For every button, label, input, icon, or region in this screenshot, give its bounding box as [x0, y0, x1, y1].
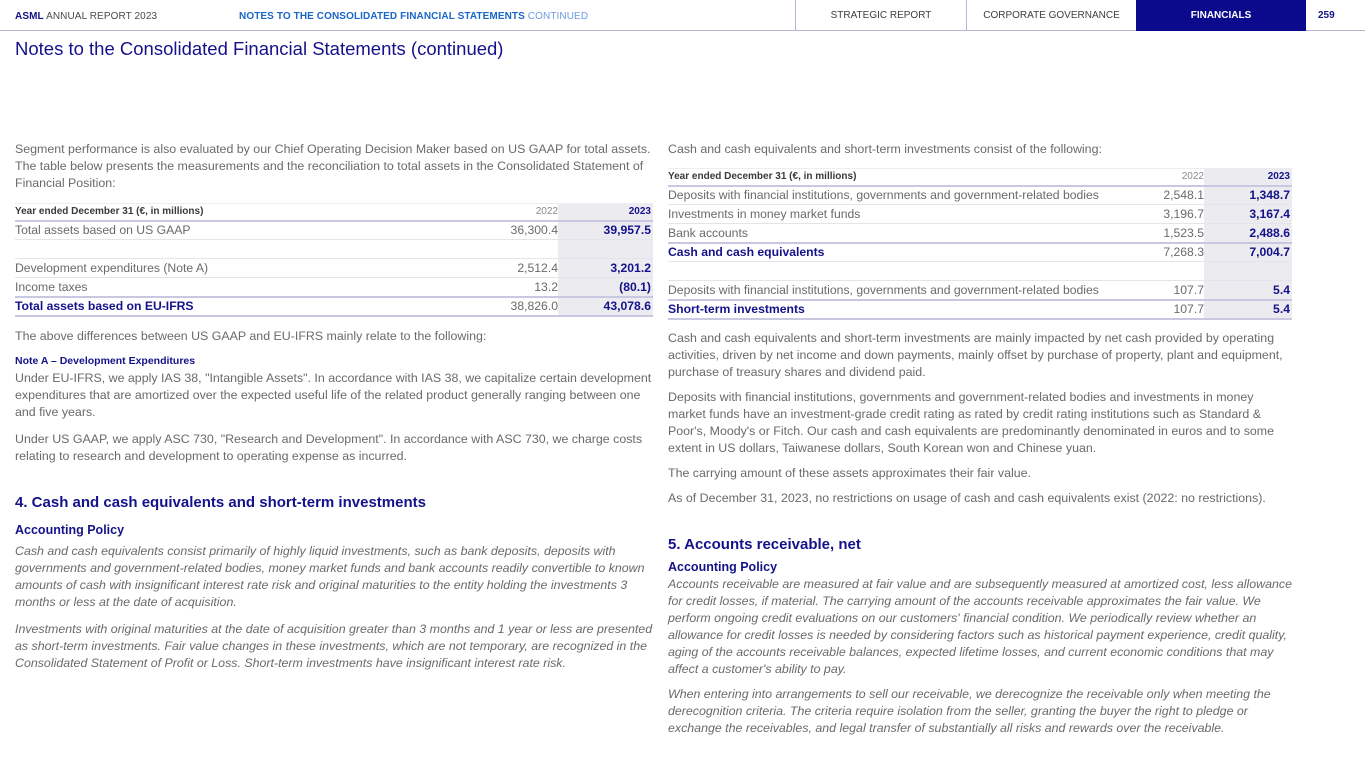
left-column — [15, 141, 653, 672]
tab-corporate-governance[interactable]: CORPORATE GOVERNANCE — [966, 0, 1136, 31]
value-2023: 3,201.2 — [558, 259, 653, 278]
value-2022 — [468, 240, 558, 259]
row-label: Total assets based on EU-IFRS — [15, 297, 468, 316]
row-label: Total assets based on US GAAP — [15, 221, 468, 240]
value-2023: 1,348.7 — [1204, 186, 1292, 205]
row-label: Cash and cash equivalents — [668, 243, 1114, 262]
value-2022 — [1114, 262, 1204, 281]
row-label: Deposits with financial institutions, governments and government-related bodies — [668, 186, 1114, 205]
cash-equivalents-table — [668, 168, 1292, 320]
value-2022: 36,300.4 — [468, 221, 558, 240]
section-5-paragraph-1: Accounts receivable are measured at fair value and are subsequently measured at amortized cost, less allowance for credit losses, if material. The carrying amount of the accounts receivable approximates the fair value. We perform ongoing credit evaluations on our customers' financial condition. We periodically review whether an allowance for credit losses is needed by considering factors such as historical payment experience, credit quality, aging of the accounts receivable balances, expected lifetime losses, and current economic conditions that may affect a customer's ability to pay. — [668, 576, 1292, 676]
row-label: Bank accounts — [668, 224, 1114, 243]
tab-financials[interactable]: FINANCIALS — [1136, 0, 1306, 31]
table-row — [15, 221, 653, 240]
note-a-paragraph-2: Under US GAAP, we apply ASC 730, "Research and Development". In accordance with ASC 730, we charge costs relating to research and development to operating expense as incurred. — [15, 431, 643, 463]
value-2022: 107.7 — [1114, 281, 1204, 300]
section-5-paragraph-2: When entering into arrangements to sell our receivable, we derecognize the receivable only when meeting the derecognition criteria. The criteria require isolation from the seller, granting the buyer the right to pledge or exchange the receivables, and legal transfer of substantially all risks and rewards over the receivable. — [668, 686, 1271, 735]
value-2022: 3,196.7 — [1114, 205, 1204, 224]
section-5-policy-heading: Accounting Policy — [668, 559, 778, 574]
row-label — [668, 262, 1114, 281]
value-2022: 2,512.4 — [468, 259, 558, 278]
value-2022: 13.2 — [468, 278, 558, 297]
header-2022: 2022 — [1114, 169, 1204, 186]
value-2022: 2,548.1 — [1114, 186, 1204, 205]
page-title: Notes to the Consolidated Financial Statements (continued) — [15, 38, 504, 59]
value-2023: (80.1) — [558, 278, 653, 297]
cash-intro: Cash and cash equivalents and short-term investments consist of the following: — [668, 142, 1102, 156]
table-row — [15, 278, 653, 297]
section-breadcrumb[interactable] — [239, 11, 588, 22]
total-row — [668, 300, 1292, 319]
cash-paragraph-4: As of December 31, 2023, no restrictions on usage of cash and cash equivalents exist (2022: no restrictions). — [668, 490, 1266, 505]
note-a-heading: Note A – Development Expenditures — [15, 354, 196, 367]
value-2023: 5.4 — [1204, 300, 1292, 319]
note-a-paragraph-1: Under EU-IFRS, we apply IAS 38, "Intangible Assets". In accordance with IAS 38, we capitalize certain development expenditures that are amortized over the expected useful life of the related product generally ranging between one and five years. — [15, 370, 652, 419]
report-name: ANNUAL REPORT 2023 — [46, 11, 158, 22]
section-5-heading: 5. Accounts receivable, net — [668, 535, 861, 553]
header-2023: 2023 — [558, 204, 653, 221]
total-assets-reconciliation-table — [15, 203, 653, 317]
section-4-policy-heading: Accounting Policy — [15, 522, 125, 537]
spacer-row — [668, 262, 1292, 281]
top-bar — [0, 0, 1365, 31]
section-4-heading: 4. Cash and cash equivalents and short-term investments — [15, 493, 426, 511]
report-label[interactable] — [15, 11, 157, 22]
cash-paragraph-3: The carrying amount of these assets approximates their fair value. — [668, 465, 1031, 480]
total-row — [668, 243, 1292, 262]
table-header-row — [668, 169, 1292, 186]
spacer-row — [15, 240, 653, 259]
value-2022: 1,523.5 — [1114, 224, 1204, 243]
page-number: 259 — [1318, 10, 1335, 21]
header-2022: 2022 — [468, 204, 558, 221]
section-name: NOTES TO THE CONSOLIDATED FINANCIAL STATEMENTS — [239, 11, 525, 22]
total-row — [15, 297, 653, 316]
table-row — [668, 186, 1292, 205]
table-header-row — [15, 204, 653, 221]
table-row — [15, 259, 653, 278]
table-row — [668, 205, 1292, 224]
row-label: Development expenditures (Note A) — [15, 259, 468, 278]
cash-paragraph-2: Deposits with financial institutions, governments and government-related bodies and investments in money market funds have an investment-grade credit rating as rated by credit rating institutions such as Standard & Poor's, Moody's or Fitch. Our cash and cash equivalents are predominantly denominated in euros and to some extent in US dollars, Taiwanese dollars, South Korean won and Chinese yuan. — [668, 389, 1275, 455]
differences-intro: The above differences between US GAAP and EU-IFRS mainly relate to the following: — [15, 328, 487, 343]
header-label: Year ended December 31 (€, in millions) — [15, 204, 468, 221]
value-2023: 3,167.4 — [1204, 205, 1292, 224]
row-label — [15, 240, 468, 259]
tab-strategic-report[interactable]: STRATEGIC REPORT — [795, 0, 966, 31]
value-2023 — [558, 240, 653, 259]
header-2023: 2023 — [1204, 169, 1292, 186]
value-2023: 7,004.7 — [1204, 243, 1292, 262]
section-4-paragraph-1: Cash and cash equivalents consist primarily of highly liquid investments, such as bank deposits, deposits with governments and government-related bodies, money market funds and bank accounts readily convertible to known amounts of cash with insignificant interest rate risk and original maturities to the entity holding the investments 3 months or less at the date of acquisition. — [15, 543, 645, 609]
row-label: Income taxes — [15, 278, 468, 297]
section-continued: CONTINUED — [527, 11, 589, 22]
right-column — [668, 141, 1292, 737]
row-label: Investments in money market funds — [668, 205, 1114, 224]
value-2023: 2,488.6 — [1204, 224, 1292, 243]
section-4-paragraph-2: Investments with original maturities at the date of acquisition greater than 3 months and 1 year or less are presented as short-term investments. Fair value changes in these investments, which are not temporary, are recognized in the Consolidated Statement of Profit or Loss. Short-term investments have insignificant interest rate risk. — [15, 621, 653, 670]
value-2023: 43,078.6 — [558, 297, 653, 316]
value-2022: 7,268.3 — [1114, 243, 1204, 262]
cash-paragraph-1: Cash and cash equivalents and short-term investments are mainly impacted by net cash provided by operating activities, driven by net income and down payments, mainly offset by purchase of property, plant and equipment, purchase of treasury shares and dividend paid. — [668, 330, 1283, 379]
value-2023 — [1204, 262, 1292, 281]
row-label: Short-term investments — [668, 300, 1114, 319]
value-2023: 39,957.5 — [558, 221, 653, 240]
value-2023: 5.4 — [1204, 281, 1292, 300]
table-row — [668, 224, 1292, 243]
row-label: Deposits with financial institutions, governments and government-related bodies — [668, 281, 1114, 300]
table-row — [668, 281, 1292, 300]
header-label: Year ended December 31 (€, in millions) — [668, 169, 1114, 186]
brand-name: ASML — [15, 11, 44, 22]
segment-intro: Segment performance is also evaluated by our Chief Operating Decision Maker based on US GAAP for total assets. The table below presents the measurements and the reconciliation to total assets in the Consolidated Statement of Financial Position: — [15, 142, 651, 190]
value-2022: 107.7 — [1114, 300, 1204, 319]
value-2022: 38,826.0 — [468, 297, 558, 316]
